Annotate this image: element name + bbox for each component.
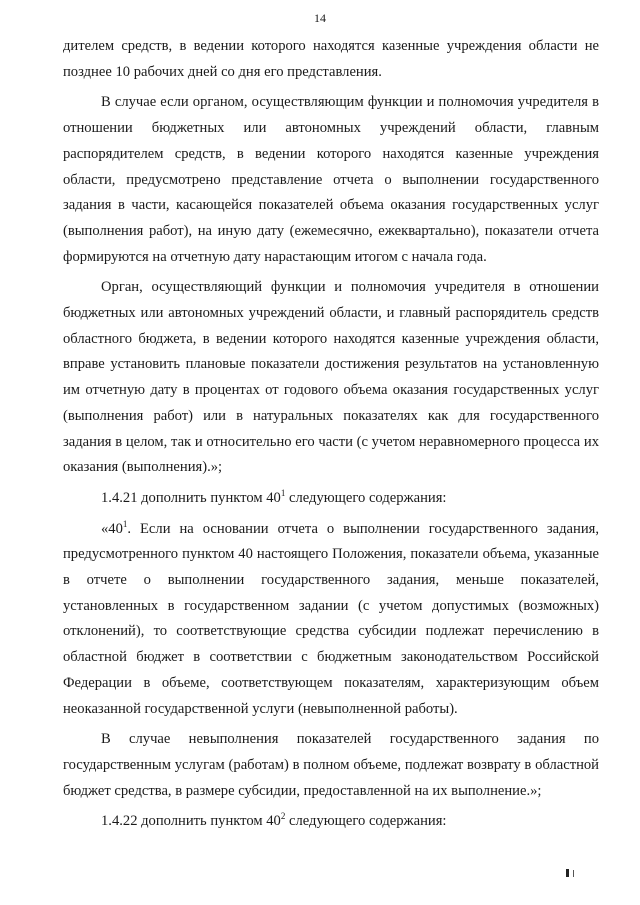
paragraph-refund: В случае невыполнения показателей государственного задания по государственным услугам (работам) в полном объеме, подлежат возврату в областной бюджет средства, в размере субсидии, предоставленной на их выполнение.»; xyxy=(63,731,599,799)
point-text: . Если на основании отчета о выполнении государственного задания, предусмотренного пунктом 40 настоящего Положения, показатели объема, указанные в отчете о выполнении государственного задания, меньше показателей, установленных в государственном задании (с учетом допустимых (возможных) отклонений), то соответствующие средства субсидии подлежат перечислению в областной бюджет в соответствии с бюджетным законодательством Российской Федерации в объеме, соответствующем показателям, характеризующим объем неоказанной государственной услуги (невыполненной работы). xyxy=(63,520,599,717)
scan-mark-bar xyxy=(573,870,574,877)
document-body xyxy=(63,34,599,840)
paragraph-point-40-1 xyxy=(63,517,599,723)
page-number: 14 xyxy=(314,11,326,25)
point-number: «40 xyxy=(101,520,123,537)
superscript: 1 xyxy=(122,518,128,529)
paragraph-planned-indicators: Орган, осуществляющий функции и полномочия учредителя в отношении бюджетных или автономных учреждений области, и главный распорядитель средств областного бюджета, в ведении которого находятся казенные учреждения области, вправе установить плановые показатели достижения результатов на установленную им отчетную дату в процентах от годового объема оказания государственных услуг (выполнения работ) или в натуральных показателях как для государственного задания в целом, так и относительно его части (с учетом неравномерного процесса их оказания (выполнения).»; xyxy=(63,279,599,476)
amendment-text-tail: следующего содержания: xyxy=(285,489,447,506)
paragraph-amendment-1-4-22 xyxy=(63,809,599,835)
superscript: 1 xyxy=(280,487,286,498)
scan-mark-bar xyxy=(566,869,569,877)
paragraph-amendment-1-4-21 xyxy=(63,486,599,512)
amendment-text-tail: следующего содержания: xyxy=(285,813,447,830)
amendment-text: 1.4.22 дополнить пунктом 40 xyxy=(101,813,281,830)
superscript: 2 xyxy=(280,811,286,822)
paragraph-report-date: В случае если органом, осуществляющим функции и полномочия учредителя в отношении бюджетных или автономных учреждений области, главным распорядителем средств, в ведении которого находятся казенные учреждения области, предусмотрено представление отчета о выполнении государственного задания в части, касающейся показателей объема оказания государственных услуг (выполнения работ), на иную дату (ежемесячно, ежеквартально), показатели отчета формируются на отчетную дату нарастающим итогом с начала года. xyxy=(63,94,599,265)
amendment-text: 1.4.21 дополнить пунктом 40 xyxy=(101,489,281,506)
paragraph-continuation: дителем средств, в ведении которого находятся казенные учреждения области не позднее 10 рабочих дней со дня его представления. xyxy=(63,38,599,80)
scan-mark xyxy=(566,867,580,877)
